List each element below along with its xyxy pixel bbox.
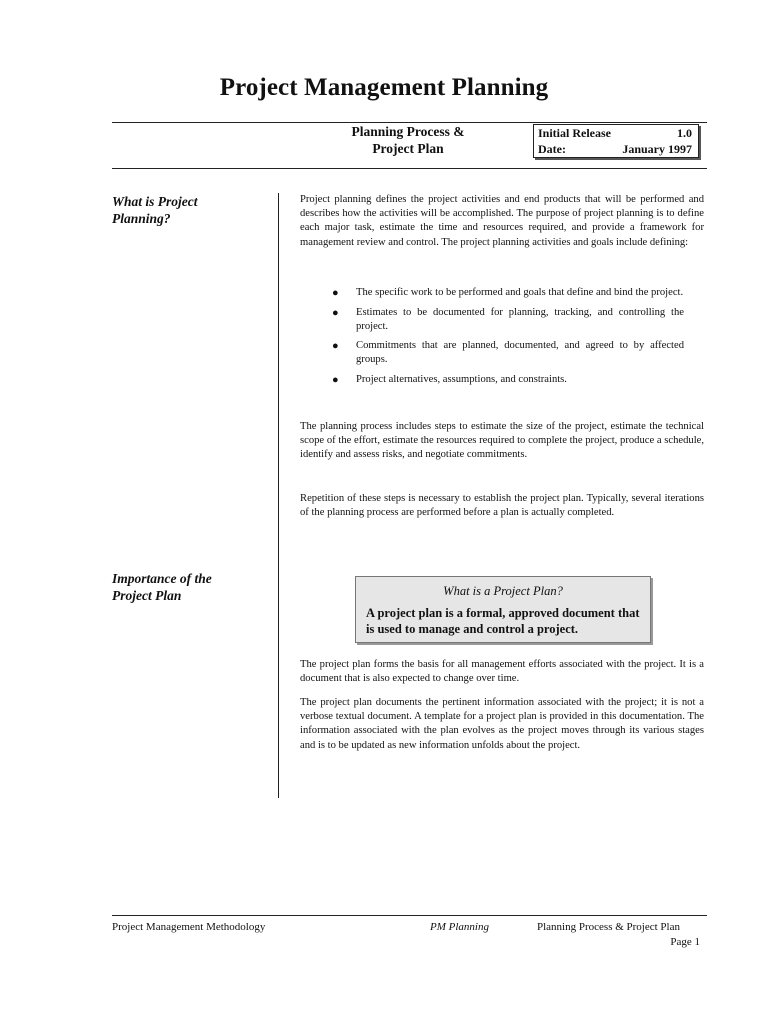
subtitle-line-2: Project Plan bbox=[372, 141, 444, 156]
footer-methodology: Project Management Methodology bbox=[112, 921, 266, 933]
list-item bbox=[330, 339, 684, 367]
section-heading-what-is-planning bbox=[112, 193, 262, 227]
bullet-icon: ● bbox=[332, 287, 339, 299]
project-plan-callout bbox=[355, 576, 651, 643]
list-item bbox=[330, 286, 684, 300]
plan-basis-paragraph: The project plan forms the basis for all management efforts associated with the project. It is a document that is also expected to change over time. bbox=[300, 659, 704, 685]
callout-title: What is a Project Plan? bbox=[443, 584, 563, 598]
bullet-icon: ● bbox=[332, 340, 339, 352]
column-divider bbox=[278, 193, 279, 798]
bullet-icon: ● bbox=[332, 306, 339, 319]
footer-topic: Planning Process & Project Plan bbox=[537, 921, 680, 933]
list-item-text: Commitments that are planned, documented, and agreed to by affected groups. bbox=[356, 340, 684, 365]
release-row bbox=[534, 125, 698, 141]
list-item-text: Project alternatives, assumptions, and constraints. bbox=[356, 373, 567, 385]
footer-section: PM Planning bbox=[430, 921, 489, 933]
bullet-icon: ● bbox=[332, 373, 339, 386]
subheader-rule bbox=[112, 168, 707, 169]
section-heading-importance bbox=[112, 570, 262, 604]
section-heading-line: Importance of the bbox=[112, 571, 212, 586]
section-heading-line: Planning? bbox=[112, 211, 171, 226]
release-label: Initial Release bbox=[538, 126, 611, 140]
date-row bbox=[534, 141, 698, 157]
release-date: January 1997 bbox=[622, 142, 692, 156]
document-subtitle bbox=[318, 123, 498, 157]
release-version: 1.0 bbox=[677, 126, 692, 140]
release-info-box bbox=[533, 124, 699, 158]
list-item-text: The specific work to be performed and goals that define and bind the project. bbox=[356, 287, 684, 298]
footer-rule bbox=[112, 915, 707, 916]
page-number: Page 1 bbox=[670, 936, 700, 948]
planning-goals-list bbox=[330, 286, 684, 392]
section-heading-line: What is Project bbox=[112, 194, 198, 209]
callout-body: A project plan is a formal, approved document that is used to manage and control a project. bbox=[366, 606, 640, 636]
subtitle-line-1: Planning Process & bbox=[351, 124, 465, 139]
planning-process-paragraph: The planning process includes steps to estimate the size of the project, estimate the technical scope of the effort, estimate the resources required to complete the project, produce a schedule, identify and assess risks, and negotiate commitments. bbox=[300, 421, 704, 461]
list-item bbox=[330, 306, 684, 334]
plan-documents-paragraph: The project plan documents the pertinent information associated with the project; it is not a verbose textual document. A template for a project plan is provided in this documentation. The information associated with the plan evolves as the project moves through its various stages and is to be updated as new information unfolds about the project. bbox=[300, 697, 704, 751]
date-label: Date: bbox=[538, 142, 566, 156]
list-item bbox=[330, 373, 684, 387]
section-heading-line: Project Plan bbox=[112, 588, 182, 603]
document-title: Project Management Planning bbox=[219, 74, 549, 101]
list-item-text: Estimates to be documented for planning, tracking, and controlling the project. bbox=[356, 306, 684, 332]
planning-intro-paragraph: Project planning defines the project activities and end products that will be performed and describes how the activities will be accomplished. The purpose of project planning is to define each major task, estimate the time and resources required, and provide a framework for management review and control. The project planning activities and goals include defining: bbox=[300, 194, 704, 248]
repetition-paragraph: Repetition of these steps is necessary to establish the project plan. Typically, several iterations of the planning process are performed before a plan is actually completed. bbox=[300, 493, 704, 519]
